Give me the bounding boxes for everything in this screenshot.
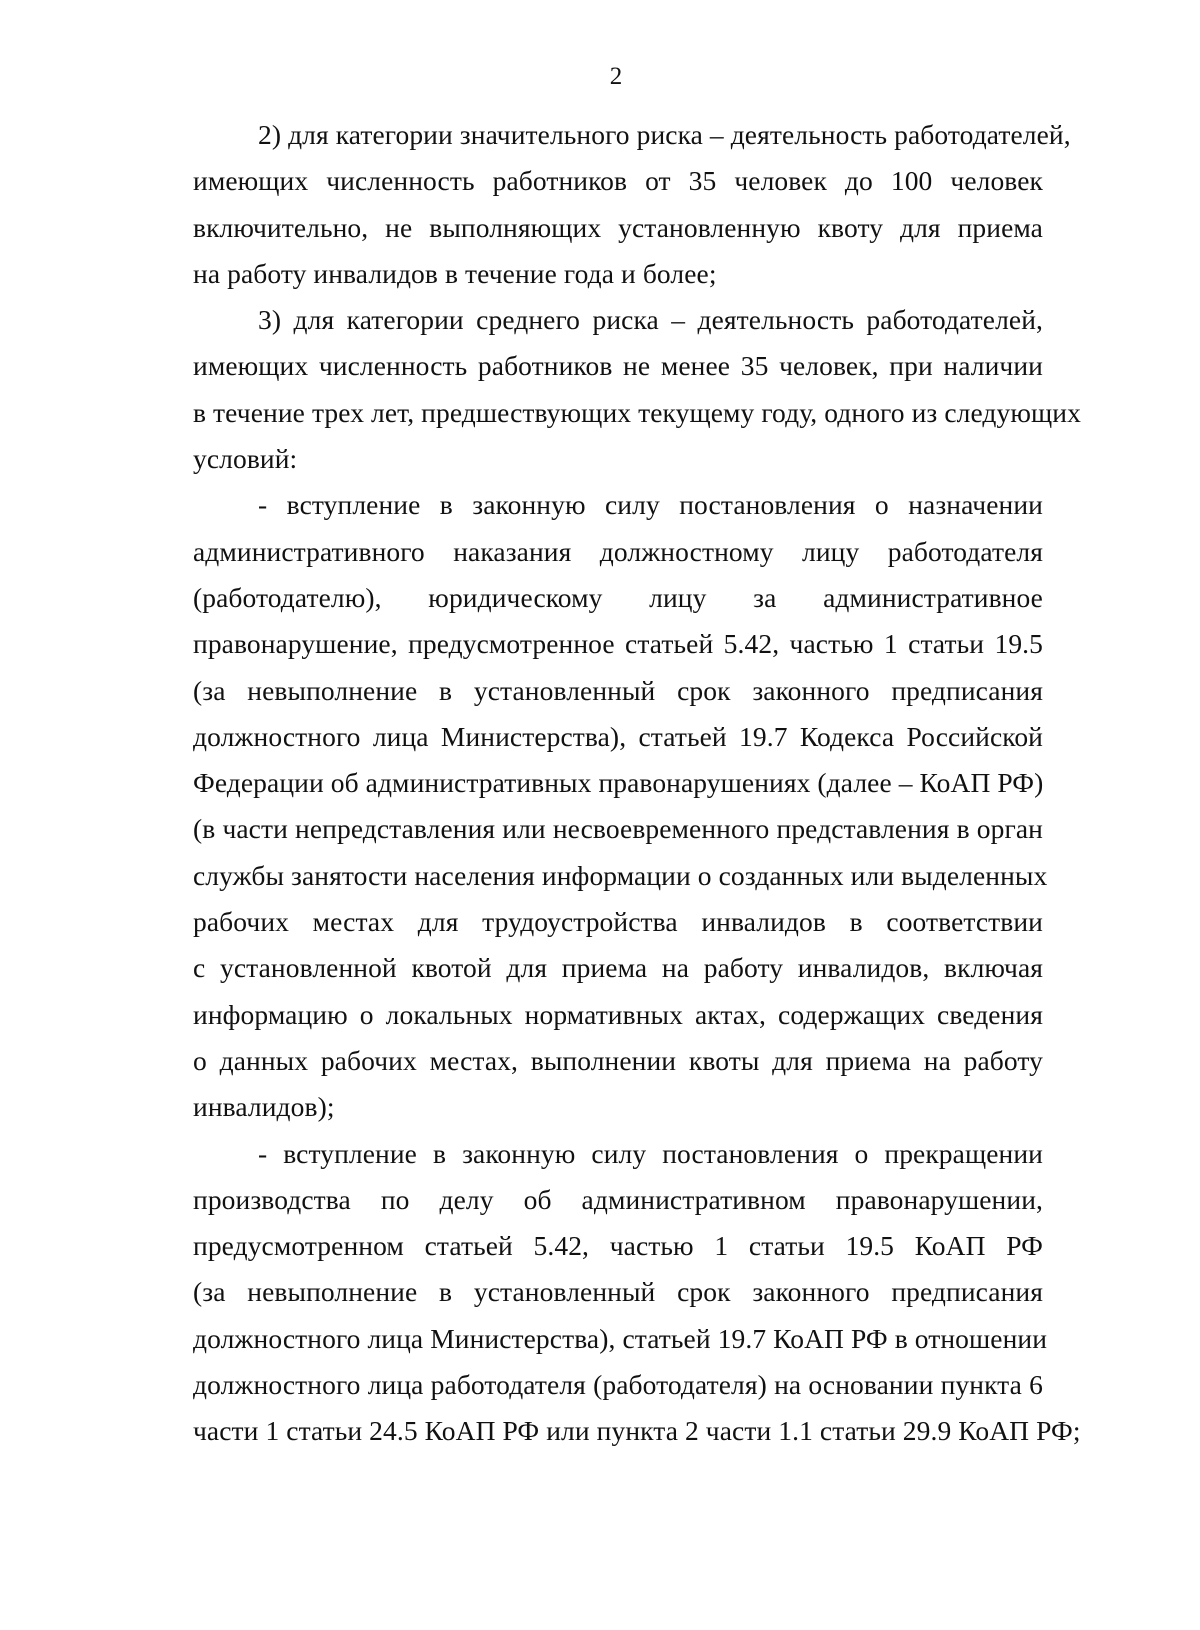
text-line: должностного лица Министерства), статьей 19.7 Кодекса Российской — [193, 720, 1043, 752]
text-line: с установленной квотой для приема на работу инвалидов, включая — [193, 952, 1043, 984]
text-line: (работодателю), юридическому лицу за административное — [193, 581, 1043, 613]
text-line: 2) для категории значительного риска – деятельность работодателей, — [258, 119, 1071, 150]
text-line: - вступление в законную силу постановления о назначении — [258, 489, 1043, 521]
text-line: информацию о локальных нормативных актах, содержащих сведения — [193, 998, 1043, 1030]
text-line: имеющих численность работников не менее 35 человек, при наличии — [193, 350, 1043, 382]
text-line: должностного лица работодателя (работодателя) на основании пункта 6 — [193, 1369, 1043, 1401]
text-line: - вступление в законную силу постановления о прекращении — [258, 1137, 1043, 1169]
text-line: (в части непредставления или несвоевременного представления в орган — [193, 813, 1043, 845]
text-line: рабочих местах для трудоустройства инвалидов в соответствии — [193, 906, 1043, 938]
text-line: предусмотренном статьей 5.42, частью 1 статьи 19.5 КоАП РФ — [193, 1230, 1043, 1262]
text-line: инвалидов); — [193, 1091, 335, 1123]
text-line: Федерации об административных правонарушениях (далее – КоАП РФ) — [193, 767, 1044, 799]
paragraph-condition-penalty — [193, 482, 1048, 1130]
text-line: административного наказания должностному лицу работодателя — [193, 535, 1043, 567]
text-line: на работу инвалидов в течение года и более; — [193, 257, 717, 289]
text-line: имеющих численность работников от 35 человек до 100 человек — [193, 165, 1043, 197]
text-line: в течение трех лет, предшествующих текущему году, одного из следующих — [193, 396, 1081, 428]
text-line: (за невыполнение в установленный срок законного предписания — [193, 1276, 1043, 1308]
text-line: правонарушение, предусмотренное статьей 5.42, частью 1 статьи 19.5 — [193, 628, 1043, 660]
text-line: о данных рабочих местах, выполнении квоты для приема на работу — [193, 1044, 1043, 1076]
text-line: должностного лица Министерства), статьей 19.7 КоАП РФ в отношении — [193, 1322, 1048, 1354]
text-line: условий: — [193, 443, 298, 475]
text-line: 3) для категории среднего риска – деятельность работодателей, — [258, 304, 1043, 336]
paragraph-significant-risk — [193, 112, 1071, 297]
page-number: 2 — [609, 63, 623, 90]
document-body — [193, 112, 1081, 1455]
text-line: части 1 статьи 24.5 КоАП РФ или пункта 2 части 1.1 статьи 29.9 КоАП РФ; — [193, 1415, 1081, 1447]
text-line: (за невыполнение в установленный срок законного предписания — [193, 674, 1043, 706]
paragraph-medium-risk — [193, 297, 1081, 482]
text-line: включительно, не выполняющих установленную квоту для приема — [193, 211, 1043, 243]
paragraph-condition-termination — [193, 1131, 1081, 1455]
text-line: службы занятости населения информации о созданных или выделенных — [193, 859, 1048, 891]
text-line: производства по делу об административном правонарушении, — [193, 1183, 1043, 1215]
